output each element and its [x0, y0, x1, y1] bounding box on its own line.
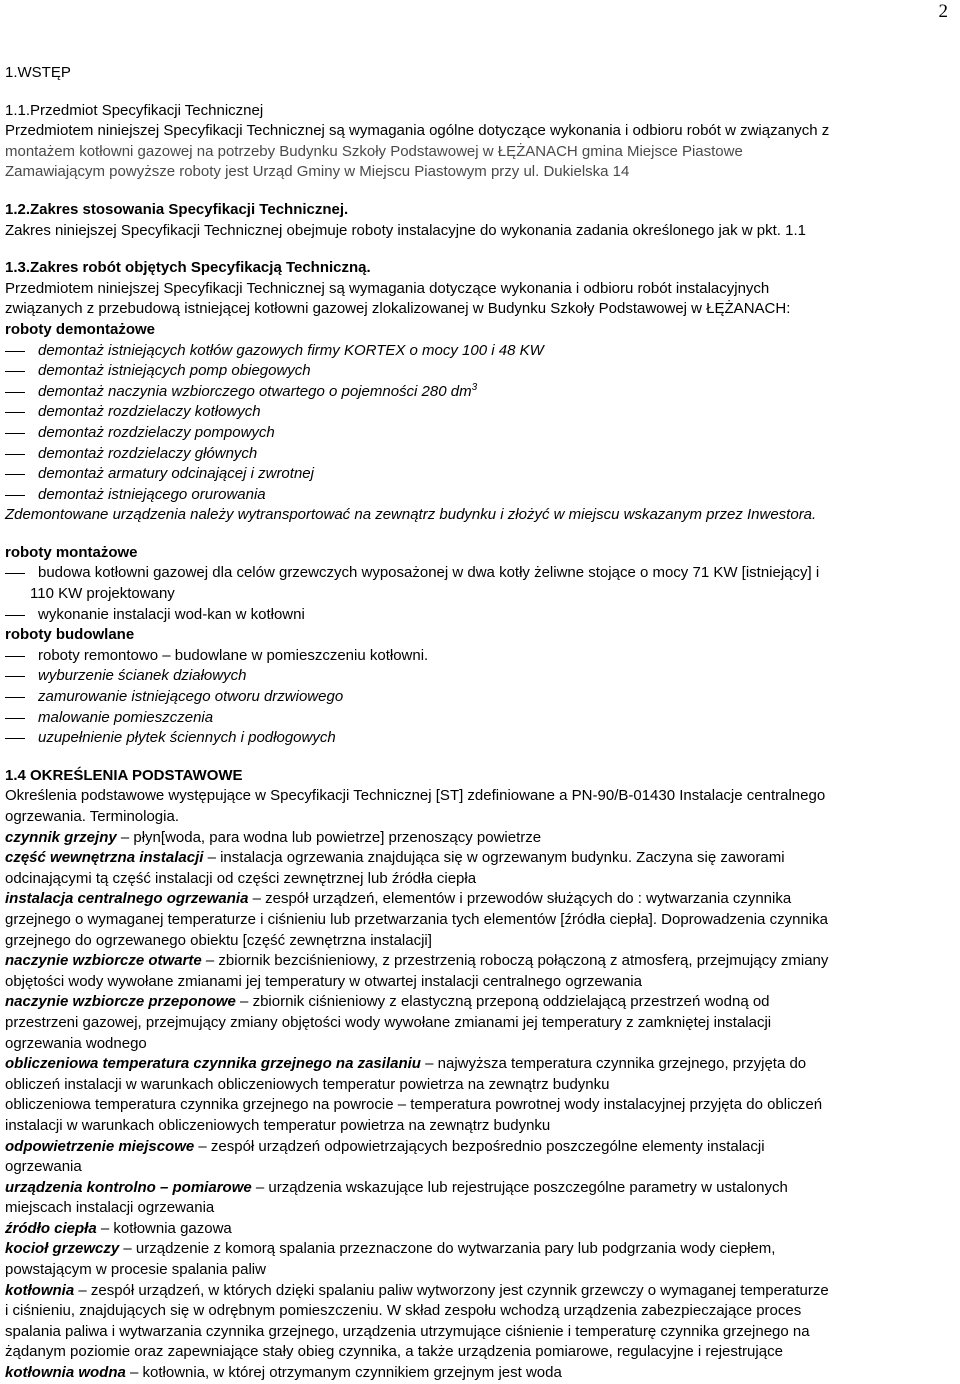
demontaz-heading: roboty demontażowe: [5, 320, 156, 338]
list-item: demontaż istniejącego orurowania: [5, 485, 957, 506]
list-item: demontaż rozdzielaczy głównych: [5, 444, 957, 465]
definition-list: [5, 828, 957, 1384]
section-1-2-text: Zakres niniejszej Specyfikacji Technicznej obejmuje roboty instalacyjne do wykonania zadania określonego jak w pkt. 1.1: [5, 221, 806, 239]
section-1-4-intro: Określenia podstawowe występujące w Specyfikacji Technicznej [ST] zdefiniowane a PN-90/B-01430 Instalacje centralnego ogrzewania. Terminologia.: [5, 787, 826, 825]
list-item: roboty remontowo – budowlane w pomieszczeniu kotłowni.: [5, 646, 957, 667]
list-item: zamurowanie istniejącego otworu drzwiowego: [5, 687, 957, 708]
list-item: malowanie pomieszczenia: [5, 708, 957, 729]
list-item: demontaż armatury odcinającej i zwrotnej: [5, 464, 957, 485]
definition-item: kocioł grzewczy – urządzenie z komorą spalania przeznaczone do wytwarzania pary lub podgrzania wody ciepłem, powstającym w procesie spalania paliw: [5, 1240, 776, 1279]
section-1-1-title: 1.1.Przedmiot Specyfikacji Technicznej: [5, 101, 264, 119]
montaz-heading: roboty montażowe: [5, 543, 138, 561]
list-item: uzupełnienie płytek ściennych i podłogowych: [5, 728, 957, 749]
definition-item: kotłownia wodna – kotłownia, w której otrzymanym czynnikiem grzejnym jest woda: [5, 1364, 562, 1382]
budowlane-list: [5, 646, 957, 749]
list-item: wyburzenie ścianek działowych: [5, 666, 957, 687]
section-1-title: 1.WSTĘP: [5, 64, 71, 81]
definition-item: urządzenia kontrolno – pomiarowe – urządzenia wskazujące lub rejestrujące poszczególne parametry w ustalonych miejscach instalacji ogrzewania: [5, 1178, 788, 1217]
list-item: demontaż rozdzielaczy kotłowych: [5, 402, 957, 423]
montaz-list: [5, 563, 957, 625]
list-item: demontaż istniejących kotłów gazowych firmy KORTEX o mocy 100 i 48 KW: [5, 341, 957, 362]
definition-item: czynnik grzejny – płyn[woda, para wodna lub powietrze] przenoszący powietrze: [5, 828, 542, 846]
list-item: demontaż rozdzielaczy pompowych: [5, 423, 957, 444]
list-item: demontaż naczynia wzbiorczego otwartego o pojemności 280 $dm^3$: [5, 382, 957, 403]
definition-item: odpowietrzenie miejscowe – zespół urządzeń odpowietrzających bezpośrednio poszczególne elementy instalacji ogrzewania: [5, 1137, 765, 1176]
section-1-2-title: 1.2.Zakres stosowania Specyfikacji Technicznej.: [5, 200, 349, 218]
section-1-4-title: 1.4 OKREŚLENIA PODSTAWOWE: [5, 766, 243, 784]
definition-item: źródło ciepła – kotłownia gazowa: [5, 1219, 232, 1237]
definition-item: naczynie wzbiorcze otwarte – zbiornik bezciśnieniowy, z przestrzenią roboczą połączoną z atmosferą, przejmujący zmiany objętości wody wywołane zmianami jej temperatury w otwartej instalacji centralnego ogrzewania: [5, 952, 829, 990]
demontaz-list: [5, 341, 957, 506]
list-item: wykonanie instalacji wod-kan w kotłowni: [5, 605, 957, 626]
budowlane-heading: roboty budowlane: [5, 626, 135, 644]
definition-item: instalacja centralnego ogrzewania – zespół urządzeń, elementów i przewodów służących do : wytwarzania czynnika grzejnego o wymaganej temperaturze i ciśnieniu lub przetwarzania tych elementów [źródła ciepła]. Doprowadzenia czynnika grzejnego do ogrzewanego obiektu [część zewnętrzna instalacji]: [5, 890, 828, 949]
section-1-3-text: Przedmiotem niniejszej Specyfikacji Technicznej są wymagania dotyczące wykonania i odbioru robót instalacyjnych związanych z przebudową istniejącej kotłowni gazowej zlokalizowanej w Budynku Szkoły Podstawowej w ŁĘŻANACH:: [5, 279, 791, 318]
definition-item: obliczeniowa temperatura czynnika grzejnego na zasilaniu – najwyższa temperatura czynnika grzejnego, przyjęta do obliczeń instalacji w warunkach obliczeniowych temperatur powietrza na zewnątrz budynku: [5, 1055, 807, 1093]
definition-item: obliczeniowa temperatura czynnika grzejnego na powrocie – temperatura powrotnej wody instalacyjnej przyjęta do obliczeń instalacji w warunkach obliczeniowych temperatur powietrza na zewnątrz budynku: [5, 1096, 823, 1134]
definition-item: naczynie wzbiorcze przeponowe – zbiornik ciśnieniowy z elastyczną przeponą oddzielającą przestrzeń wodną od przestrzeni gazowej, przejmujący zmiany objętości wody wywołane zmianami jej temperatury z zamkniętej instalacji ogrzewania wodnego: [5, 993, 772, 1052]
demontaz-note: Zdemontowane urządzenia należy wytransportować na zewnątrz budynku i złożyć w miejscu wskazanym przez Inwestora.: [5, 506, 817, 524]
list-item: budowa kotłowni gazowej dla celów grzewczych wyposażonej w dwa kotły żeliwne stojące o mocy 71 KW [istniejący] i 110 KW projektowany: [5, 563, 957, 604]
page-number: 2: [938, 1, 948, 22]
list-item: demontaż istniejących pomp obiegowych: [5, 361, 957, 382]
definition-item: część wewnętrzna instalacji – instalacja ogrzewania znajdująca się w ogrzewanym budynku. Zaczyna się zaworami odcinającymi tą część instalacji od części zewnętrznej lub źródła ciepła: [5, 849, 785, 887]
section-1-3-title: 1.3.Zakres robót objętych Specyfikacją Techniczną.: [5, 259, 371, 277]
definition-item: kotłownia – zespół urządzeń, w których dzięki spalaniu paliw wytworzony jest czynnik grzewczy o wymaganej temperaturze i ciśnieniu, znajdujących się w odrębnym pomieszczeniu. W skład zespołu wchodzą urządzenia zabezpieczające proces spalania paliwa i wytwarzania czynnika grzejnego, urządzenia utrzymujące ciśnienie i temperaturę czynnika grzejnego na żądanym poziomie oraz zapewniające stały obieg czynnika, a także urządzenia pomiarowe, regulacyjne i rejestrujące: [5, 1281, 829, 1361]
section-1-1-text: Przedmiotem niniejszej Specyfikacji Technicznej są wymagania ogólne dotyczące wykonania i odbioru robót w związanych z montażem kotłowni gazowej na potrzeby Budynku Szkoły Podstawowej w ŁĘŻANACH gmina Miejsce Piastowe Zamawiającym powyższe roboty jest Urząd Gminy w Miejscu Piastowym przy ul. Dukielska 14: [5, 122, 830, 181]
document-body: [5, 63, 957, 1384]
